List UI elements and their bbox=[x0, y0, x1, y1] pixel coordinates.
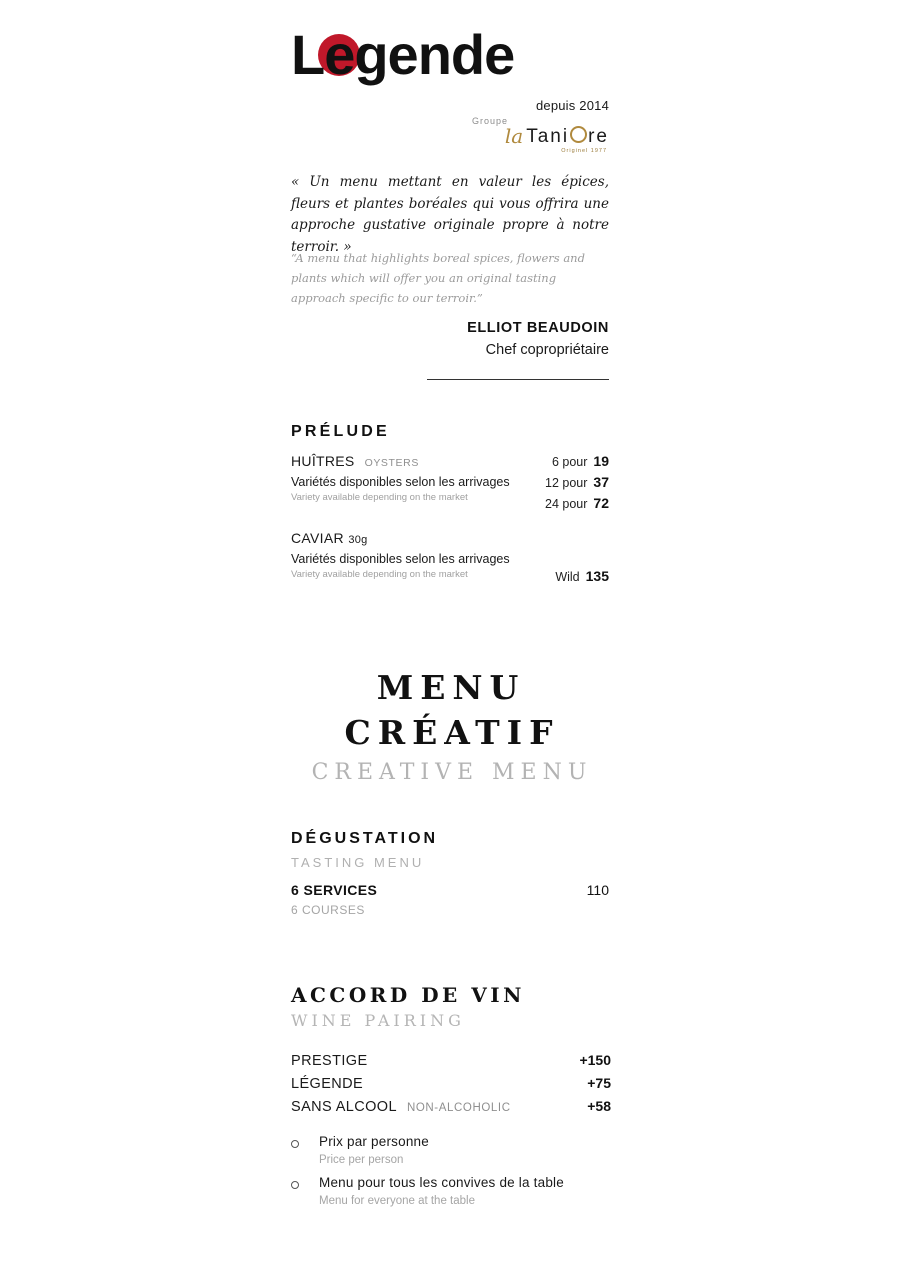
note-text-fr: Menu pour tous les convives de la table bbox=[319, 1175, 564, 1190]
price-row bbox=[409, 495, 609, 511]
bullet-circle-icon bbox=[291, 1140, 299, 1148]
price-qty: 12 pour bbox=[545, 476, 588, 490]
wine-row bbox=[291, 1075, 611, 1092]
wine-row bbox=[291, 1052, 611, 1069]
menu-heading-english: CREATIVE MENU bbox=[311, 760, 593, 785]
group-la-text: la bbox=[504, 123, 524, 148]
menu-item-name-fr: HUÎTRES bbox=[291, 453, 355, 469]
price-row bbox=[409, 453, 609, 469]
wine-name bbox=[291, 1099, 511, 1115]
menu-heading-line2: CRÉATIF bbox=[344, 713, 560, 752]
wine-row bbox=[291, 1098, 611, 1115]
since-label: depuis 2014 bbox=[535, 98, 609, 113]
logo-wordmark bbox=[291, 22, 611, 88]
group-name-row bbox=[420, 125, 609, 146]
note-text-fr: Prix par personne bbox=[319, 1134, 429, 1149]
price-qty: Wild bbox=[555, 570, 580, 584]
price-qty: 6 pour bbox=[551, 455, 588, 469]
note-item bbox=[291, 1174, 621, 1207]
menu-heading-line1: MENU bbox=[376, 668, 526, 707]
wine-name bbox=[291, 1053, 378, 1069]
menu-item-desc-en: Variety available depending on the market bbox=[291, 569, 468, 580]
menu-item-name-row bbox=[291, 530, 541, 548]
divider-rule bbox=[427, 379, 609, 380]
group-taniere-text bbox=[526, 125, 609, 146]
logo-wordmark-text: Legende bbox=[291, 23, 515, 86]
restaurant-logo bbox=[291, 22, 611, 88]
chef-quote-fr: « Un menu mettant en valeur les épices, fleurs et plantes boréales qui vous offrira une approche gustative originale propre à notre terroir. » bbox=[291, 174, 609, 255]
degustation-services-label-en: 6 COURSES bbox=[291, 903, 365, 917]
price-list-huitres bbox=[409, 453, 609, 516]
menu-item-desc-fr: Variétés disponibles selon les arrivages bbox=[291, 475, 510, 489]
menu-item-desc-fr: Variétés disponibles selon les arrivages bbox=[291, 552, 510, 566]
wine-name-fr: PRESTIGE bbox=[291, 1053, 368, 1069]
note-text bbox=[319, 1133, 429, 1166]
group-label: Groupe bbox=[472, 116, 509, 126]
group-logo bbox=[420, 116, 609, 154]
group-tagline: Originel 1977 bbox=[561, 148, 607, 154]
section-subtitle-degustation: TASTING MENU bbox=[291, 855, 425, 870]
price-row bbox=[409, 568, 609, 584]
group-ring-icon bbox=[570, 126, 587, 143]
chef-quote-en: “A menu that highlights boreal spices, flowers and plants which will offer you an original tasting approach specific to our terroir.” bbox=[291, 251, 585, 305]
menu-item-weight: 30g bbox=[348, 534, 368, 546]
group-taniere-part1: Tani bbox=[526, 126, 570, 147]
bullet-circle-icon bbox=[291, 1181, 299, 1189]
price-list-caviar bbox=[409, 568, 609, 589]
wine-price: +150 bbox=[579, 1052, 611, 1068]
chef-name: ELLIOT BEAUDOIN bbox=[467, 320, 609, 336]
menu-item-name-fr: CAVIAR bbox=[291, 530, 344, 546]
section-title-wine-pairing: ACCORD DE VIN bbox=[291, 983, 525, 1007]
section-subtitle-wine-pairing: WINE PAIRING bbox=[291, 1011, 465, 1030]
wine-price: +75 bbox=[587, 1075, 611, 1091]
note-text-en: Menu for everyone at the table bbox=[319, 1195, 475, 1207]
wine-name-fr: SANS ALCOOL bbox=[291, 1099, 397, 1115]
wine-name-fr: LÉGENDE bbox=[291, 1076, 364, 1092]
section-title-prelude: PRÉLUDE bbox=[291, 423, 390, 440]
wine-price: +58 bbox=[587, 1098, 611, 1114]
menu-notes bbox=[291, 1133, 621, 1215]
chef-title: Chef copropriétaire bbox=[485, 342, 609, 358]
price-amount: 135 bbox=[585, 568, 609, 584]
menu-item-desc-en: Variety available depending on the market bbox=[291, 492, 468, 503]
section-title-degustation: DÉGUSTATION bbox=[291, 830, 439, 847]
wine-name-en: NON-ALCOHOLIC bbox=[406, 1102, 511, 1114]
price-amount: 37 bbox=[593, 474, 609, 490]
degustation-price: 110 bbox=[586, 882, 609, 898]
degustation-services-label: 6 SERVICES bbox=[291, 882, 378, 898]
price-amount: 19 bbox=[593, 453, 609, 469]
price-amount: 72 bbox=[593, 495, 609, 511]
note-text-en: Price per person bbox=[319, 1154, 404, 1166]
price-row bbox=[409, 474, 609, 490]
price-qty: 24 pour bbox=[545, 497, 588, 511]
note-text bbox=[319, 1174, 564, 1207]
wine-name bbox=[291, 1076, 373, 1092]
wine-pairing-list bbox=[291, 1052, 611, 1121]
group-taniere-part2: re bbox=[588, 126, 609, 147]
menu-item-name-en: OYSTERS bbox=[364, 457, 419, 469]
note-item bbox=[291, 1133, 621, 1166]
